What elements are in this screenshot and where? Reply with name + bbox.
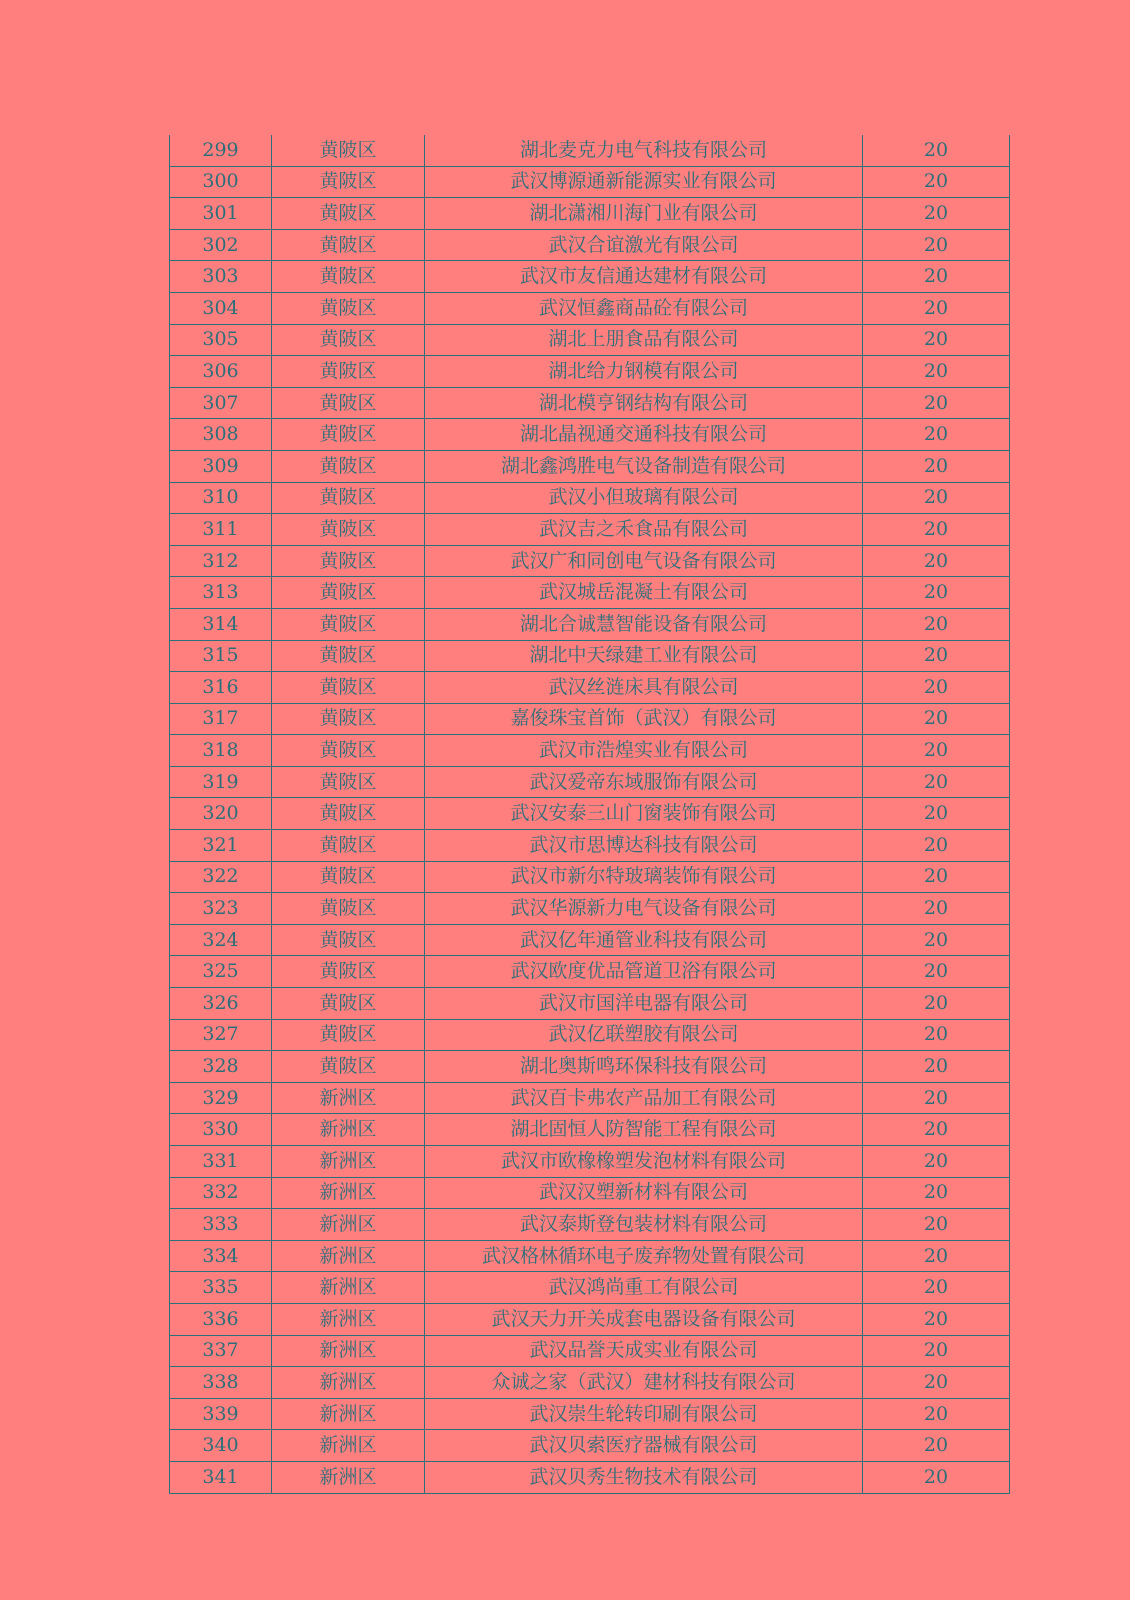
table-row (170, 166, 1010, 198)
district-cell: 黄陂区 (272, 703, 425, 735)
score-cell: 20 (863, 703, 1010, 735)
score-cell: 20 (863, 988, 1010, 1020)
district-cell: 新洲区 (272, 1335, 425, 1367)
row-number-cell: 304 (170, 292, 272, 324)
company-name-cell: 武汉欧度优品管道卫浴有限公司 (425, 956, 863, 988)
row-number-cell: 337 (170, 1335, 272, 1367)
company-name-cell: 武汉市新尔特玻璃装饰有限公司 (425, 861, 863, 893)
table-row (170, 1303, 1010, 1335)
row-number-cell: 330 (170, 1114, 272, 1146)
table-row (170, 1398, 1010, 1430)
score-cell: 20 (863, 1335, 1010, 1367)
company-name-cell: 湖北合诚慧智能设备有限公司 (425, 608, 863, 640)
district-cell: 黄陂区 (272, 419, 425, 451)
row-number-cell: 323 (170, 893, 272, 925)
row-number-cell: 332 (170, 1177, 272, 1209)
company-name-cell: 武汉城岳混凝土有限公司 (425, 577, 863, 609)
company-name-cell: 武汉华源新力电气设备有限公司 (425, 893, 863, 925)
company-name-cell: 武汉百卡弗农产品加工有限公司 (425, 1082, 863, 1114)
score-cell: 20 (863, 766, 1010, 798)
table-row (170, 514, 1010, 546)
table-row (170, 703, 1010, 735)
row-number-cell: 321 (170, 830, 272, 862)
table-row (170, 924, 1010, 956)
score-cell: 20 (863, 1209, 1010, 1241)
row-number-cell: 326 (170, 988, 272, 1020)
table-row (170, 766, 1010, 798)
district-cell: 新洲区 (272, 1303, 425, 1335)
table-row (170, 1051, 1010, 1083)
company-name-cell: 武汉爱帝东域服饰有限公司 (425, 766, 863, 798)
table-row (170, 893, 1010, 925)
table-row (170, 1335, 1010, 1367)
company-name-cell: 武汉汉塑新材料有限公司 (425, 1177, 863, 1209)
district-cell: 黄陂区 (272, 608, 425, 640)
score-cell: 20 (863, 735, 1010, 767)
table-row (170, 988, 1010, 1020)
district-cell: 新洲区 (272, 1367, 425, 1399)
score-cell: 20 (863, 861, 1010, 893)
company-name-cell: 武汉贝秀生物技术有限公司 (425, 1461, 863, 1493)
score-cell: 20 (863, 261, 1010, 293)
company-name-cell: 武汉广和同创电气设备有限公司 (425, 545, 863, 577)
score-cell: 20 (863, 1430, 1010, 1462)
company-name-cell: 武汉恒鑫商品砼有限公司 (425, 292, 863, 324)
company-name-cell: 武汉小但玻璃有限公司 (425, 482, 863, 514)
score-cell: 20 (863, 577, 1010, 609)
score-cell: 20 (863, 893, 1010, 925)
score-cell: 20 (863, 387, 1010, 419)
row-number-cell: 328 (170, 1051, 272, 1083)
district-cell: 黄陂区 (272, 861, 425, 893)
district-cell: 黄陂区 (272, 1019, 425, 1051)
row-number-cell: 325 (170, 956, 272, 988)
table-row (170, 1367, 1010, 1399)
table-row (170, 1430, 1010, 1462)
table-row (170, 1240, 1010, 1272)
district-cell: 黄陂区 (272, 450, 425, 482)
table-row (170, 450, 1010, 482)
score-cell: 20 (863, 198, 1010, 230)
table-row (170, 229, 1010, 261)
district-cell: 新洲区 (272, 1209, 425, 1241)
district-cell: 黄陂区 (272, 261, 425, 293)
score-cell: 20 (863, 1367, 1010, 1399)
score-cell: 20 (863, 672, 1010, 704)
row-number-cell: 318 (170, 735, 272, 767)
company-name-cell: 武汉鸿尚重工有限公司 (425, 1272, 863, 1304)
district-cell: 黄陂区 (272, 514, 425, 546)
district-cell: 新洲区 (272, 1146, 425, 1178)
company-name-cell: 武汉亿年通管业科技有限公司 (425, 924, 863, 956)
score-cell: 20 (863, 1240, 1010, 1272)
row-number-cell: 313 (170, 577, 272, 609)
row-number-cell: 320 (170, 798, 272, 830)
company-name-cell: 武汉市欧橡橡塑发泡材料有限公司 (425, 1146, 863, 1178)
score-cell: 20 (863, 956, 1010, 988)
company-name-cell: 湖北麦克力电气科技有限公司 (425, 135, 863, 166)
district-cell: 黄陂区 (272, 672, 425, 704)
company-name-cell: 湖北固恒人防智能工程有限公司 (425, 1114, 863, 1146)
row-number-cell: 335 (170, 1272, 272, 1304)
score-cell: 20 (863, 798, 1010, 830)
company-name-cell: 武汉博源通新能源实业有限公司 (425, 166, 863, 198)
district-cell: 新洲区 (272, 1082, 425, 1114)
row-number-cell: 322 (170, 861, 272, 893)
row-number-cell: 307 (170, 387, 272, 419)
table-row (170, 577, 1010, 609)
district-cell: 黄陂区 (272, 1051, 425, 1083)
district-cell: 新洲区 (272, 1240, 425, 1272)
table-row (170, 1146, 1010, 1178)
table-row (170, 1177, 1010, 1209)
score-cell: 20 (863, 450, 1010, 482)
score-cell: 20 (863, 1082, 1010, 1114)
score-cell: 20 (863, 640, 1010, 672)
company-name-cell: 众诚之家（武汉）建材科技有限公司 (425, 1367, 863, 1399)
row-number-cell: 311 (170, 514, 272, 546)
row-number-cell: 334 (170, 1240, 272, 1272)
row-number-cell: 319 (170, 766, 272, 798)
company-name-cell: 武汉吉之禾食品有限公司 (425, 514, 863, 546)
row-number-cell: 339 (170, 1398, 272, 1430)
district-cell: 新洲区 (272, 1114, 425, 1146)
table-row (170, 608, 1010, 640)
score-cell: 20 (863, 545, 1010, 577)
company-name-cell: 武汉泰斯登包装材料有限公司 (425, 1209, 863, 1241)
table-row (170, 956, 1010, 988)
company-name-cell: 湖北上朋食品有限公司 (425, 324, 863, 356)
district-cell: 黄陂区 (272, 735, 425, 767)
district-cell: 新洲区 (272, 1272, 425, 1304)
row-number-cell: 303 (170, 261, 272, 293)
row-number-cell: 305 (170, 324, 272, 356)
table-row (170, 672, 1010, 704)
company-name-cell: 湖北中天绿建工业有限公司 (425, 640, 863, 672)
table-row (170, 198, 1010, 230)
company-name-cell: 湖北给力钢模有限公司 (425, 356, 863, 388)
table-row (170, 292, 1010, 324)
row-number-cell: 317 (170, 703, 272, 735)
company-name-cell: 武汉崇生轮转印刷有限公司 (425, 1398, 863, 1430)
district-cell: 黄陂区 (272, 387, 425, 419)
table-row (170, 1019, 1010, 1051)
table-row (170, 861, 1010, 893)
district-cell: 黄陂区 (272, 356, 425, 388)
score-cell: 20 (863, 1398, 1010, 1430)
district-cell: 黄陂区 (272, 229, 425, 261)
company-name-cell: 武汉市友信通达建材有限公司 (425, 261, 863, 293)
company-name-cell: 嘉俊珠宝首饰（武汉）有限公司 (425, 703, 863, 735)
company-name-cell: 武汉品誉天成实业有限公司 (425, 1335, 863, 1367)
table-row (170, 1461, 1010, 1493)
company-name-cell: 湖北鑫鸿胜电气设备制造有限公司 (425, 450, 863, 482)
row-number-cell: 331 (170, 1146, 272, 1178)
score-cell: 20 (863, 324, 1010, 356)
row-number-cell: 341 (170, 1461, 272, 1493)
score-cell: 20 (863, 292, 1010, 324)
table-row (170, 419, 1010, 451)
score-cell: 20 (863, 356, 1010, 388)
row-number-cell: 310 (170, 482, 272, 514)
row-number-cell: 306 (170, 356, 272, 388)
table-row (170, 640, 1010, 672)
score-cell: 20 (863, 1272, 1010, 1304)
table-row (170, 1272, 1010, 1304)
district-cell: 黄陂区 (272, 324, 425, 356)
district-cell: 新洲区 (272, 1398, 425, 1430)
table-row (170, 735, 1010, 767)
score-cell: 20 (863, 830, 1010, 862)
district-cell: 黄陂区 (272, 577, 425, 609)
table-body (170, 135, 1010, 1493)
company-name-cell: 武汉合谊激光有限公司 (425, 229, 863, 261)
table-row (170, 356, 1010, 388)
table-row (170, 135, 1010, 166)
table-row (170, 830, 1010, 862)
row-number-cell: 299 (170, 135, 272, 166)
row-number-cell: 300 (170, 166, 272, 198)
district-cell: 新洲区 (272, 1177, 425, 1209)
company-name-cell: 武汉丝涟床具有限公司 (425, 672, 863, 704)
company-name-cell: 武汉天力开关成套电器设备有限公司 (425, 1303, 863, 1335)
company-name-cell: 武汉贝索医疗器械有限公司 (425, 1430, 863, 1462)
company-name-cell: 湖北潇湘川海门业有限公司 (425, 198, 863, 230)
score-cell: 20 (863, 419, 1010, 451)
row-number-cell: 309 (170, 450, 272, 482)
table-row (170, 798, 1010, 830)
score-cell: 20 (863, 166, 1010, 198)
company-list-table (169, 135, 1010, 1494)
district-cell: 黄陂区 (272, 292, 425, 324)
table-row (170, 482, 1010, 514)
district-cell: 黄陂区 (272, 766, 425, 798)
district-cell: 黄陂区 (272, 924, 425, 956)
district-cell: 黄陂区 (272, 830, 425, 862)
row-number-cell: 340 (170, 1430, 272, 1462)
company-name-cell: 湖北奥斯鸣环保科技有限公司 (425, 1051, 863, 1083)
district-cell: 黄陂区 (272, 482, 425, 514)
score-cell: 20 (863, 608, 1010, 640)
table-row (170, 261, 1010, 293)
row-number-cell: 338 (170, 1367, 272, 1399)
row-number-cell: 302 (170, 229, 272, 261)
district-cell: 黄陂区 (272, 893, 425, 925)
company-name-cell: 湖北晶视通交通科技有限公司 (425, 419, 863, 451)
score-cell: 20 (863, 482, 1010, 514)
company-name-cell: 武汉市国洋电器有限公司 (425, 988, 863, 1020)
score-cell: 20 (863, 1177, 1010, 1209)
row-number-cell: 301 (170, 198, 272, 230)
row-number-cell: 333 (170, 1209, 272, 1241)
table-row (170, 1082, 1010, 1114)
district-cell: 黄陂区 (272, 798, 425, 830)
table-row (170, 545, 1010, 577)
district-cell: 黄陂区 (272, 166, 425, 198)
district-cell: 黄陂区 (272, 640, 425, 672)
document-page (169, 135, 1009, 1494)
table-row (170, 324, 1010, 356)
row-number-cell: 324 (170, 924, 272, 956)
table-row (170, 387, 1010, 419)
district-cell: 黄陂区 (272, 135, 425, 166)
score-cell: 20 (863, 1051, 1010, 1083)
district-cell: 新洲区 (272, 1430, 425, 1462)
company-name-cell: 武汉安泰三山门窗装饰有限公司 (425, 798, 863, 830)
company-name-cell: 武汉市思博达科技有限公司 (425, 830, 863, 862)
row-number-cell: 314 (170, 608, 272, 640)
district-cell: 黄陂区 (272, 198, 425, 230)
score-cell: 20 (863, 924, 1010, 956)
company-name-cell: 武汉亿联塑胶有限公司 (425, 1019, 863, 1051)
company-name-cell: 湖北模亨钢结构有限公司 (425, 387, 863, 419)
row-number-cell: 315 (170, 640, 272, 672)
row-number-cell: 316 (170, 672, 272, 704)
score-cell: 20 (863, 1146, 1010, 1178)
company-name-cell: 武汉格林循环电子废弃物处置有限公司 (425, 1240, 863, 1272)
score-cell: 20 (863, 1303, 1010, 1335)
row-number-cell: 327 (170, 1019, 272, 1051)
district-cell: 新洲区 (272, 1461, 425, 1493)
row-number-cell: 329 (170, 1082, 272, 1114)
row-number-cell: 312 (170, 545, 272, 577)
table-row (170, 1209, 1010, 1241)
district-cell: 黄陂区 (272, 545, 425, 577)
score-cell: 20 (863, 1114, 1010, 1146)
company-name-cell: 武汉市浩煌实业有限公司 (425, 735, 863, 767)
district-cell: 黄陂区 (272, 988, 425, 1020)
district-cell: 黄陂区 (272, 956, 425, 988)
row-number-cell: 308 (170, 419, 272, 451)
score-cell: 20 (863, 514, 1010, 546)
row-number-cell: 336 (170, 1303, 272, 1335)
score-cell: 20 (863, 1019, 1010, 1051)
score-cell: 20 (863, 1461, 1010, 1493)
score-cell: 20 (863, 135, 1010, 166)
score-cell: 20 (863, 229, 1010, 261)
table-row (170, 1114, 1010, 1146)
